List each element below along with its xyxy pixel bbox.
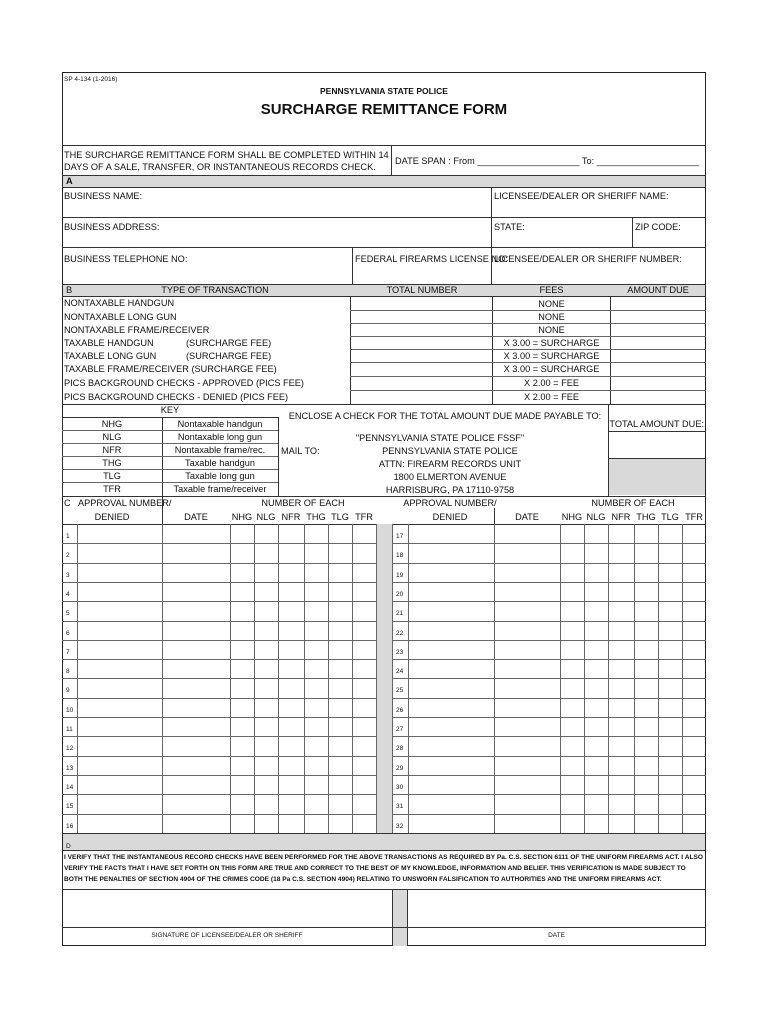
table-row[interactable]: [409, 660, 705, 677]
row-number: 2: [66, 552, 70, 559]
table-row[interactable]: [409, 815, 705, 832]
section-c-divider: [377, 524, 392, 834]
row-number: 15: [66, 803, 74, 810]
date-span-field[interactable]: DATE SPAN : From ____________________ To: ____________________: [395, 156, 699, 166]
code-header-right: NFR: [611, 512, 631, 522]
code-header: THG: [306, 512, 326, 522]
b-row-fee: X 3.00 = SURCHARGE: [503, 351, 600, 361]
row-number: 16: [66, 823, 74, 830]
table-row[interactable]: [409, 641, 705, 658]
row-number: 20: [396, 591, 404, 598]
table-row[interactable]: [409, 776, 705, 793]
key-code: NLG: [102, 432, 122, 442]
row-number: 28: [396, 745, 404, 752]
signature-date-label: DATE: [548, 932, 565, 939]
grid-col-line: [392, 524, 393, 833]
table-row[interactable]: [409, 718, 705, 735]
code-header: NHG: [231, 512, 253, 522]
table-row[interactable]: [78, 564, 376, 581]
row-number: 12: [66, 745, 74, 752]
row-number: 22: [396, 630, 404, 637]
table-row[interactable]: [409, 602, 705, 619]
key-desc: Nontaxable long gun: [177, 432, 263, 442]
row-number: 5: [66, 610, 70, 617]
number-of-each-header-right: NUMBER OF EACH: [591, 498, 675, 508]
row-number: 24: [396, 668, 404, 675]
signature-label: SIGNATURE OF LICENSEE/DEALER OR SHERIFF: [151, 932, 303, 939]
grid-col-line: [494, 508, 495, 524]
table-row[interactable]: [409, 679, 705, 696]
key-code: TFR: [103, 484, 121, 494]
section-d-bar: [63, 834, 705, 850]
business-address-field[interactable]: BUSINESS ADDRESS:: [64, 222, 160, 232]
row-number: 13: [66, 765, 74, 772]
b-row-fee: X 2.00 = FEE: [524, 392, 579, 402]
approval-number-header: APPROVAL NUMBER/: [78, 498, 172, 508]
form-title: SURCHARGE REMITTANCE FORM: [260, 101, 508, 118]
table-row[interactable]: [78, 776, 376, 793]
licensee-name-field[interactable]: LICENSEE/DEALER OR SHERIFF NAME:: [494, 191, 669, 201]
row-number: 29: [396, 765, 404, 772]
key-code: THG: [102, 458, 122, 468]
code-header-right: TFR: [685, 512, 703, 522]
row-number: 19: [396, 572, 404, 579]
key-title: KEY: [160, 405, 180, 415]
code-header: TFR: [355, 512, 373, 522]
row-number: 6: [66, 630, 70, 637]
row-number: 9: [66, 687, 70, 694]
section-b-label: B: [66, 285, 73, 295]
row-number: 1: [66, 533, 70, 540]
row-number: 25: [396, 687, 404, 694]
row-number: 30: [396, 784, 404, 791]
denied-header-right: DENIED: [432, 512, 468, 522]
table-row[interactable]: [409, 544, 705, 561]
type-header: TYPE OF TRANSACTION: [161, 285, 269, 295]
total-number-header: TOTAL NUMBER: [386, 285, 458, 295]
row-number: 26: [396, 707, 404, 714]
b-row-type: NONTAXABLE LONG GUN: [64, 312, 177, 322]
b-row-fee: NONE: [538, 312, 565, 322]
row-number: 10: [66, 707, 74, 714]
table-row[interactable]: [78, 757, 376, 774]
form-code: SP 4-134 (1-2016): [64, 76, 118, 83]
row-number: 8: [66, 668, 70, 675]
row-number: 7: [66, 649, 70, 656]
table-row[interactable]: [409, 737, 705, 754]
table-row[interactable]: [409, 757, 705, 774]
business-name-field[interactable]: BUSINESS NAME:: [64, 191, 143, 201]
key-desc: Taxable handgun: [185, 458, 255, 468]
number-of-each-header: NUMBER OF EACH: [261, 498, 345, 508]
mail-to-label: MAIL TO:: [281, 446, 320, 456]
table-row[interactable]: [78, 795, 376, 812]
b-row-type: NONTAXABLE FRAME/RECEIVER: [64, 325, 210, 335]
code-header: NLG: [256, 512, 276, 522]
section-a-label: A: [66, 176, 73, 186]
table-row[interactable]: [78, 815, 376, 832]
intro-line-1: THE SURCHARGE REMITTANCE FORM SHALL BE COMPLETED WITHIN 14: [64, 150, 389, 160]
b-row-sub: (SURCHARGE FEE): [186, 351, 272, 361]
table-row[interactable]: [78, 583, 376, 600]
code-header: NFR: [281, 512, 301, 522]
table-row[interactable]: [78, 622, 376, 639]
amount-due-header: AMOUNT DUE: [627, 285, 689, 295]
table-row[interactable]: [78, 699, 376, 716]
table-row[interactable]: [409, 583, 705, 600]
ffl-number-field[interactable]: FEDERAL FIREARMS LICENSE NO:: [355, 254, 508, 264]
zip-code-field[interactable]: ZIP CODE:: [635, 222, 681, 232]
date-header: DATE: [184, 512, 208, 522]
fees-header: FEES: [539, 285, 564, 295]
address-line: PENNSYLVANIA STATE POLICE: [382, 446, 518, 456]
b-row-fee: X 3.00 = SURCHARGE: [503, 338, 600, 348]
table-row[interactable]: [78, 544, 376, 561]
b-row-fee: NONE: [538, 325, 565, 335]
intro-line-2: DAYS OF A SALE, TRANSFER, OR INSTANTANEOUS RECORDS CHECK.: [64, 162, 376, 172]
row-number: 18: [396, 552, 404, 559]
key-code: NHG: [101, 419, 123, 429]
signature-divider: [393, 890, 407, 946]
code-header-right: NLG: [586, 512, 606, 522]
b-row-type: TAXABLE LONG GUN: [64, 351, 157, 361]
signature-field[interactable]: [64, 891, 390, 925]
section-c-label: C: [64, 498, 71, 508]
key-code: TLG: [103, 471, 121, 481]
row-number: 21: [396, 610, 404, 617]
b-row-fee: X 3.00 = SURCHARGE: [503, 364, 600, 374]
table-row[interactable]: [78, 525, 376, 542]
row-number: 17: [396, 533, 404, 540]
b-row-type: TAXABLE HANDGUN: [64, 338, 154, 348]
table-row[interactable]: [409, 699, 705, 716]
signature-date-field[interactable]: [409, 891, 704, 925]
row-number: 27: [396, 726, 404, 733]
table-row[interactable]: [409, 525, 705, 542]
b-row-type: PICS BACKGROUND CHECKS - APPROVED (PICS FEE): [64, 378, 304, 388]
code-header-right: TLG: [661, 512, 679, 522]
b-row-sub: (SURCHARGE FEE): [186, 338, 272, 348]
key-desc: Taxable long gun: [185, 471, 255, 481]
table-row[interactable]: [78, 660, 376, 677]
table-row[interactable]: [409, 795, 705, 812]
address-line: 1800 ELMERTON AVENUE: [393, 472, 507, 482]
licensee-number-field[interactable]: LICENSEE/DEALER OR SHERIFF NUMBER:: [494, 254, 682, 264]
b-row-fee: NONE: [538, 299, 565, 309]
row-number: 31: [396, 803, 404, 810]
code-header-right: THG: [636, 512, 656, 522]
agency-name: PENNSYLVANIA STATE POLICE: [320, 86, 448, 96]
table-row[interactable]: [409, 622, 705, 639]
date-header-right: DATE: [515, 512, 539, 522]
row-number: 32: [396, 823, 404, 830]
denied-header: DENIED: [94, 512, 130, 522]
payee-text: "PENNSYLVANIA STATE POLICE FSSF": [355, 433, 525, 443]
table-row[interactable]: [78, 679, 376, 696]
code-header: TLG: [331, 512, 349, 522]
section-d-label: D: [66, 843, 71, 850]
b-row-type: NONTAXABLE HANDGUN: [64, 298, 175, 308]
address-line: HARRISBURG, PA 17110-9758: [385, 485, 515, 495]
grid-col-line: [162, 496, 163, 524]
table-row[interactable]: [78, 602, 376, 619]
table-row[interactable]: [78, 718, 376, 735]
table-row[interactable]: [78, 737, 376, 754]
row-number: 3: [66, 572, 70, 579]
b-row-type: PICS BACKGROUND CHECKS - DENIED (PICS FEE): [64, 392, 289, 402]
table-row[interactable]: [78, 641, 376, 658]
state-field[interactable]: STATE:: [494, 222, 525, 232]
total-amount-due-label: TOTAL AMOUNT DUE:: [609, 419, 704, 429]
key-desc: Nontaxable frame/rec.: [174, 445, 266, 455]
row-number: 4: [66, 591, 70, 598]
enclose-check-text: ENCLOSE A CHECK FOR THE TOTAL AMOUNT DUE MADE PAYABLE TO:: [288, 411, 602, 421]
row-number: 14: [66, 784, 74, 791]
address-line: ATTN: FIREARM RECORDS UNIT: [378, 459, 522, 469]
key-desc: Taxable frame/receiver: [173, 484, 267, 494]
certification-text: I VERIFY THAT THE INSTANTANEOUS RECORD CHECKS HAVE BEEN PERFORMED FOR THE ABOVE TRANSACTIONS AS REQUIRED BY Pa. C.S. SECTION 6111 OF THE UNIFORM FIREARMS ACT. I ALSO VERIFY THE FACTS THAT I HAVE SET FORTH ON THIS FORM ARE TRUE AND CORRECT TO THE BEST OF MY KNOWLEDGE, INFORMATION AND BELIEF. THIS VERIFICATION IS MADE SUBJECT TO BOTH THE PENALTIES OF SECTION 4904 OF THE CRIMES CODE (18 Pa C.S. SECTION 4904) RELATING TO UNSWORN FALSIFICATION TO AUTHORITIES AND THE UNIFORM FIREARMS ACT.: [64, 854, 704, 883]
table-row[interactable]: [409, 564, 705, 581]
business-telephone-field[interactable]: BUSINESS TELEPHONE NO:: [64, 254, 188, 264]
approval-number-header-right: APPROVAL NUMBER/: [403, 498, 497, 508]
b-row-type: TAXABLE FRAME/RECEIVER (SURCHARGE FEE): [64, 364, 277, 374]
key-code: NFR: [102, 445, 122, 455]
code-header-right: NHG: [561, 512, 583, 522]
row-number: 23: [396, 649, 404, 656]
row-number: 11: [66, 726, 73, 733]
b-row-fee: X 2.00 = FEE: [524, 378, 579, 388]
key-desc: Nontaxable handgun: [177, 419, 263, 429]
